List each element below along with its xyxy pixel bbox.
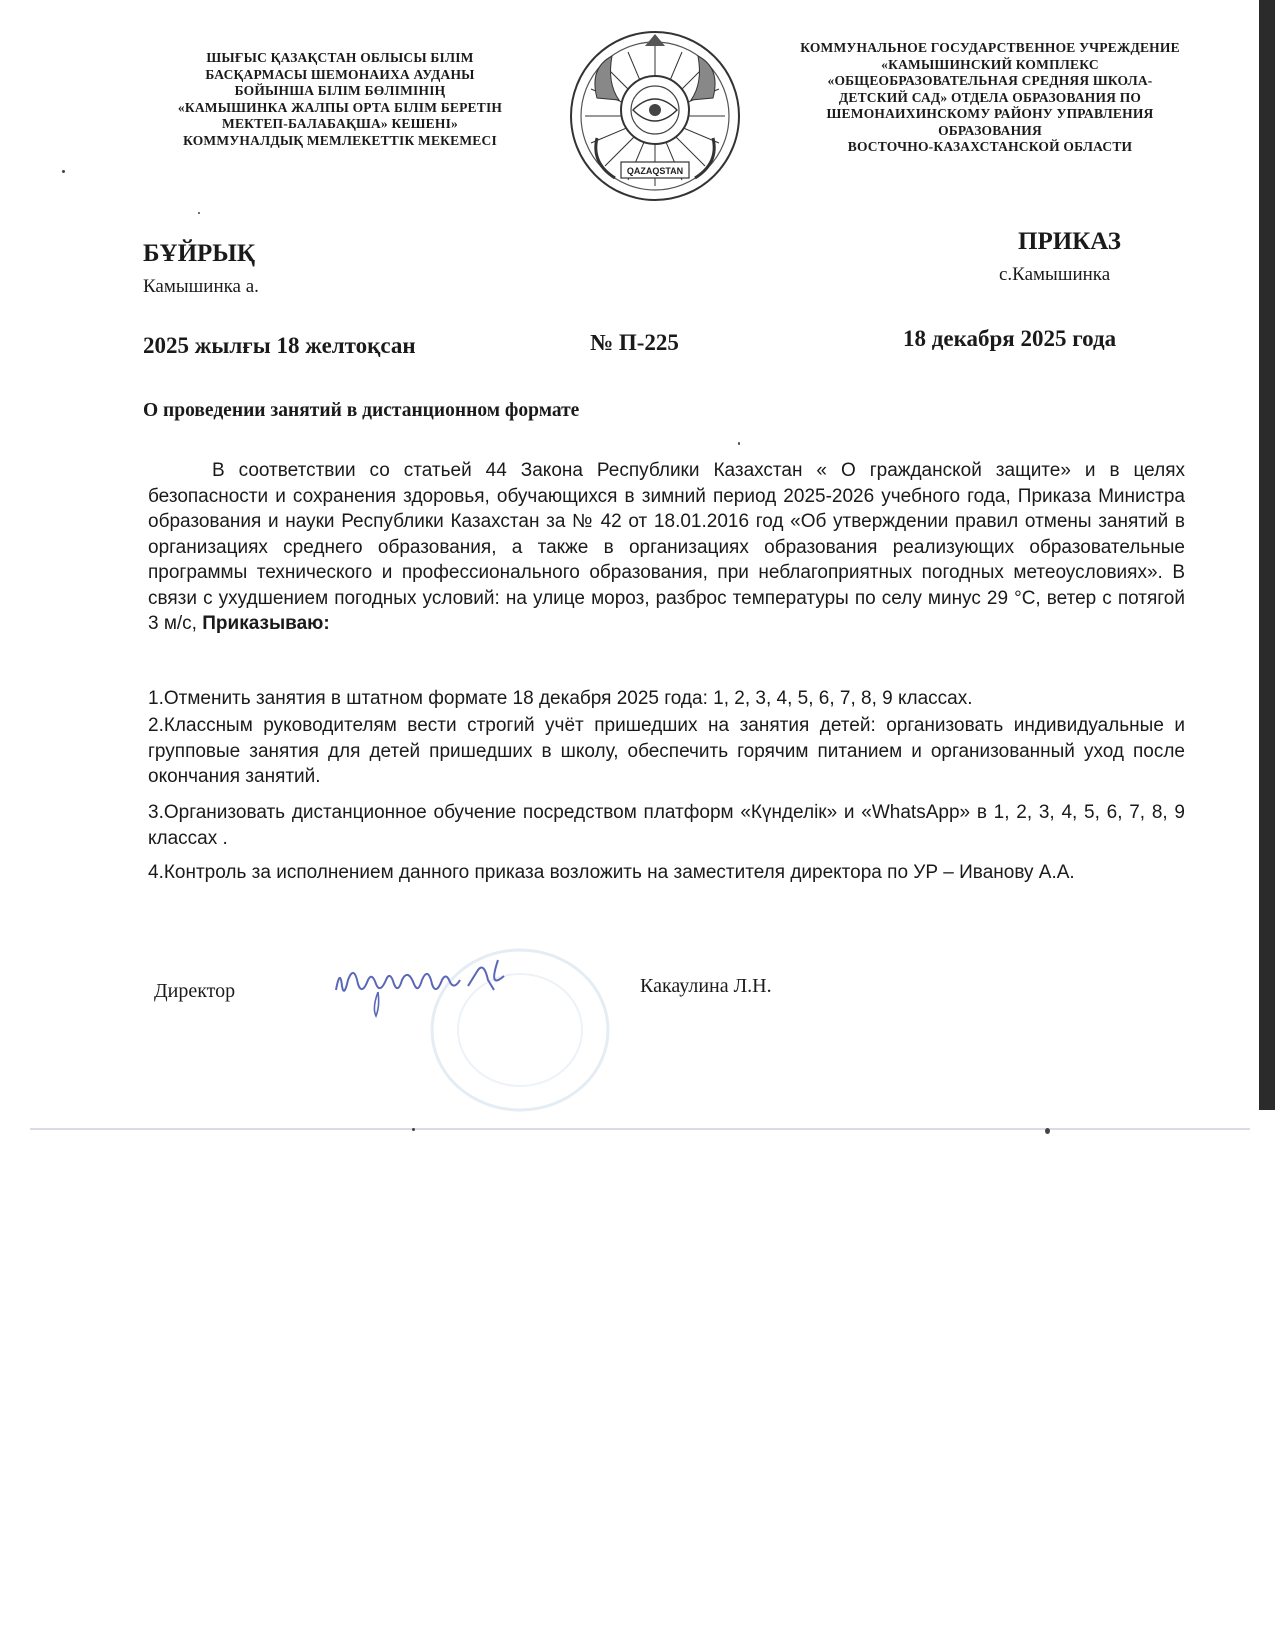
preamble-text: В соответствии со статьей 44 Закона Республики Казахстан « О гражданской защите» и в целях безопасности и сохранения здоровья, обучающихся в зимний период 2025-2026 учебного года, Приказа Министра образования и науки Республики Казахстан за № 42 от 18.01.2016 год «Об утверждении правил отмены занятий в организациях среднего образования, а также в организациях образования реализующих образовательные программы технического и профессионального образования, при неблагоприятных погодных метеоусловиях». В связи с ухудшением погодных условий: на улице мороз, разброс температуры по селу минус 29 °С, ветер с потягой 3 м/с,	[148, 460, 1185, 634]
header-kz-line: «КАМЫШИНКА ЖАЛПЫ ОРТА БІЛІМ БЕРЕТІН	[177, 99, 503, 115]
order-item: 3.Организовать дистанционное обучение посредством платформ «Күнделік» и «WhatsApp» в 1, 2, 3, 4, 5, 6, 7, 8, 9 классах .	[148, 802, 1185, 849]
header-ru-line: ДЕТСКИЙ САД» ОТДЕЛА ОБРАЗОВАНИЯ ПО	[838, 89, 1142, 105]
signature-role: Директор	[154, 980, 236, 1002]
header-kz-line: КОММУНАЛДЫҚ МЕМЛЕКЕТТІК МЕКЕМЕСІ	[183, 132, 497, 148]
header-kz-line: БОЙЫНША БІЛІМ БӨЛІМІНІҢ	[234, 83, 446, 98]
handwritten-signature	[328, 950, 528, 1020]
scan-speck	[198, 212, 200, 214]
header-ru-line: ОБРАЗОВАНИЯ	[938, 122, 1042, 138]
scan-edge	[1259, 0, 1275, 1110]
header-ru-line: «ОБЩЕОБРАЗОВАТЕЛЬНАЯ СРЕДНЯЯ ШКОЛА-	[827, 73, 1153, 88]
order-subject: О проведении занятий в дистанционном формате	[143, 400, 580, 421]
header-russian	[755, 40, 1225, 156]
order-date-ru: 18 декабря 2025 года	[903, 326, 1117, 351]
header-ru-line: ВОСТОЧНО-КАЗАХСТАНСКОЙ ОБЛАСТИ	[847, 139, 1133, 154]
signature-name: Какаулина Л.Н.	[640, 975, 772, 997]
header-kazakh	[140, 50, 540, 149]
order-item: 4.Контроль за исполнением данного приказа возложить на заместителя директора по УР – Иванову А.А.	[148, 862, 1075, 883]
state-emblem-icon	[567, 28, 743, 204]
header-kz-line: МЕКТЕП-БАЛАБАҚША» КЕШЕНІ»	[222, 116, 458, 131]
header-ru-line: КОММУНАЛЬНОЕ ГОСУДАРСТВЕННОЕ УЧРЕЖДЕНИЕ	[800, 40, 1180, 55]
header-ru-line: ШЕМОНАИХИНСКОМУ РАЙОНУ УПРАВЛЕНИЯ	[826, 106, 1154, 121]
scan-speck	[1045, 1128, 1050, 1134]
order-item: 1.Отменить занятия в штатном формате 18 декабря 2025 года: 1, 2, 3, 4, 5, 6, 7, 8, 9 классах.	[148, 688, 973, 709]
order-date-kz: 2025 жылғы 18 желтоқсан	[143, 333, 416, 358]
order-title-kz: БҰЙРЫҚ	[143, 240, 255, 267]
order-place-kz: Камышинка а.	[143, 276, 259, 297]
scan-speck	[738, 442, 740, 445]
order-item: 2.Классным руководителям вести строгий учёт пришедших на занятия детей: организовать индивидуальные и групповые занятия для детей пришедших в школу, обеспечить горячим питанием и организованный уход после окончания занятий.	[148, 715, 1185, 787]
scan-speck	[62, 170, 65, 173]
scan-line	[30, 1128, 1250, 1130]
order-place-ru: с.Камышинка	[999, 264, 1111, 285]
order-title-ru: ПРИКАЗ	[1018, 228, 1121, 255]
header-kz-line: БАСҚАРМАСЫ ШЕМОНАИХА АУДАНЫ	[205, 66, 475, 82]
header-ru-line: «КАМЫШИНСКИЙ КОМПЛЕКС	[881, 56, 1099, 72]
order-word: Приказываю:	[202, 613, 330, 634]
header-kz-line: ШЫҒЫС ҚАЗАҚСТАН ОБЛЫСЫ БІЛІМ	[206, 50, 474, 65]
emblem-label: QAZAQSTAN	[626, 166, 684, 176]
scan-speck	[412, 1128, 415, 1131]
preamble-paragraph	[148, 458, 1185, 637]
order-number: № П-225	[590, 330, 679, 355]
